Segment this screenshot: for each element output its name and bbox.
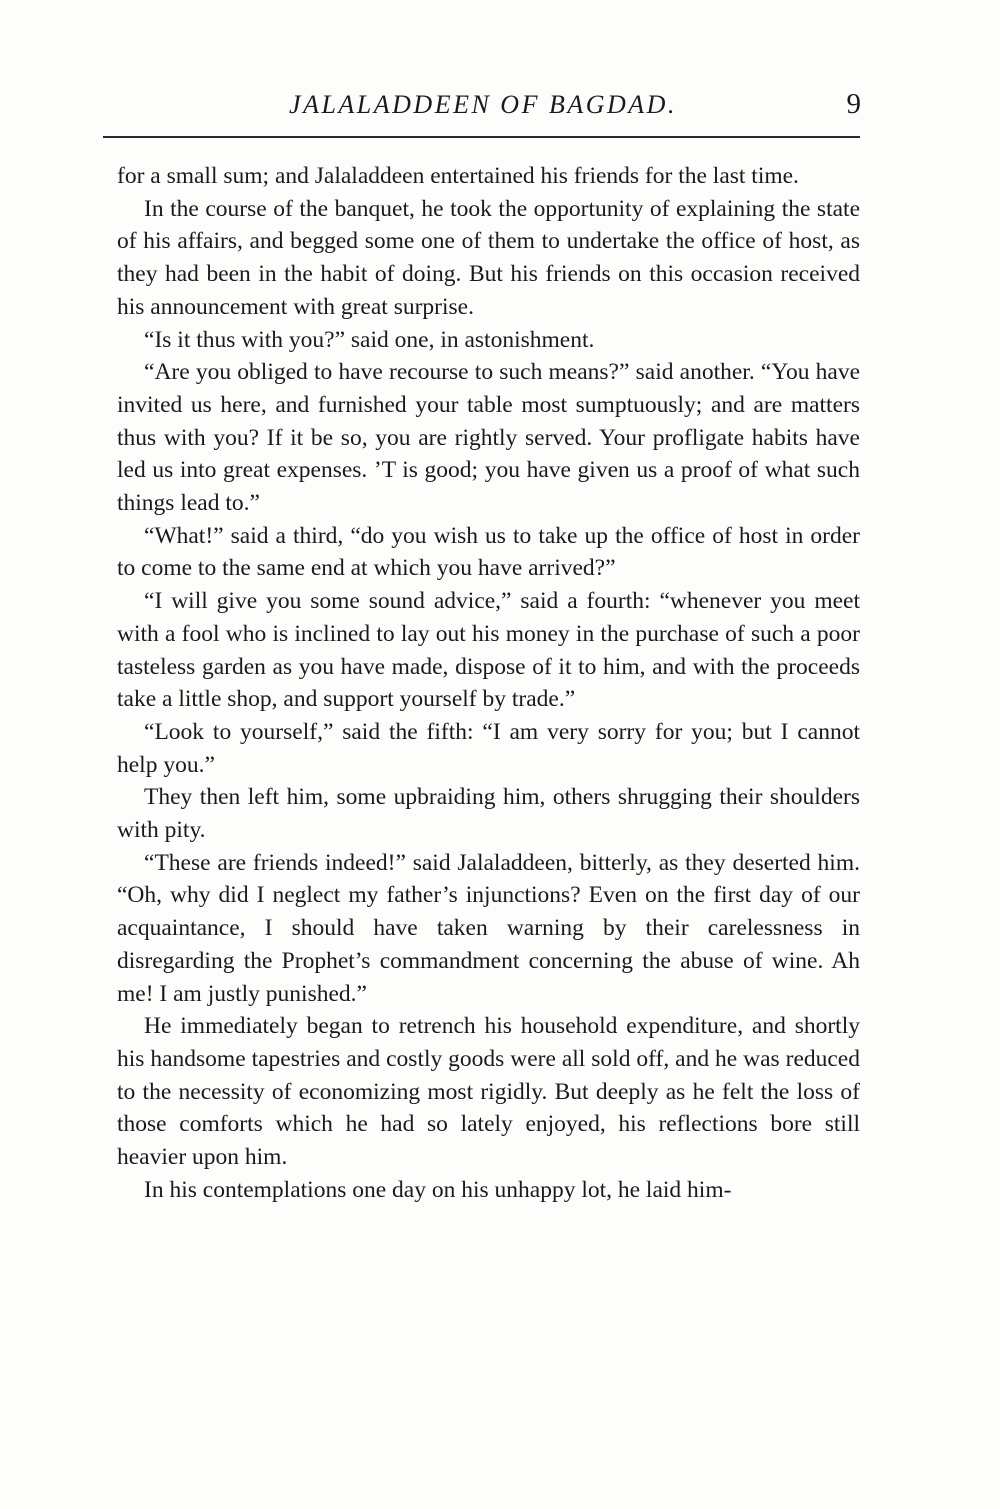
paragraph: They then left him, some upbraiding him, others shrugging their shoulders with pity. xyxy=(117,784,860,844)
paragraph-continued: for a small sum; and Jalaladdeen entertained his friends for the last time. xyxy=(117,163,799,189)
paragraph: “I will give you some sound advice,” said a fourth: “whenever you meet with a fool who is inclined to lay out his money in the purchase of such a poor tasteless garden as you have made, dispose of it to him, and with the proceeds take a little shop, and support yourself by trade.” xyxy=(117,588,860,713)
paragraph: “What!” said a third, “do you wish us to take up the office of host in order to come to the same end at which you have arrived?” xyxy=(117,522,860,582)
running-title: JALALADDEEN OF BAGDAD. xyxy=(289,90,677,119)
paragraph: In his contemplations one day on his unhappy lot, he laid him- xyxy=(144,1176,732,1203)
paragraph: “Is it thus with you?” said one, in astonishment. xyxy=(144,326,595,353)
page-number: 9 xyxy=(846,88,861,120)
paragraph: “These are friends indeed!” said Jalaladdeen, bitterly, as they deserted him. “Oh, why did I neglect my father’s injunctions? Even on the first day of our acquaintance, I should have taken warning by their carelessness in disregarding the Prophet’s commandment concerning the abuse of wine. Ah me! I am justly punished.” xyxy=(117,849,860,1007)
paragraph: He immediately began to retrench his household expenditure, and shortly his handsome tapestries and costly goods were all sold off, and he was reduced to the necessity of economizing most rigidly. But deeply as he felt the loss of those comforts which he had so lately enjoyed, his reflections bore still heavier upon him. xyxy=(117,1013,860,1171)
paragraph: In the course of the banquet, he took the opportunity of explaining the state of his affairs, and begged some one of them to undertake the office of host, as they had been in the habit of doing. But his friends on this occasion received his announcement with great surprise. xyxy=(117,195,860,320)
header-rule xyxy=(103,136,860,138)
paragraph: “Look to yourself,” said the fifth: “I am very sorry for you; but I cannot help you.” xyxy=(117,718,860,778)
running-head xyxy=(103,82,863,132)
body-text xyxy=(117,160,860,1207)
paragraph: “Are you obliged to have recourse to such means?” said another. “You have invited us here, and furnished your table most sumptuously; and are matters thus with you? If it be so, you are rightly served. Your profligate habits have led us into great expenses. ’T is good; you have given us a proof of what such things lead to.” xyxy=(117,359,860,517)
